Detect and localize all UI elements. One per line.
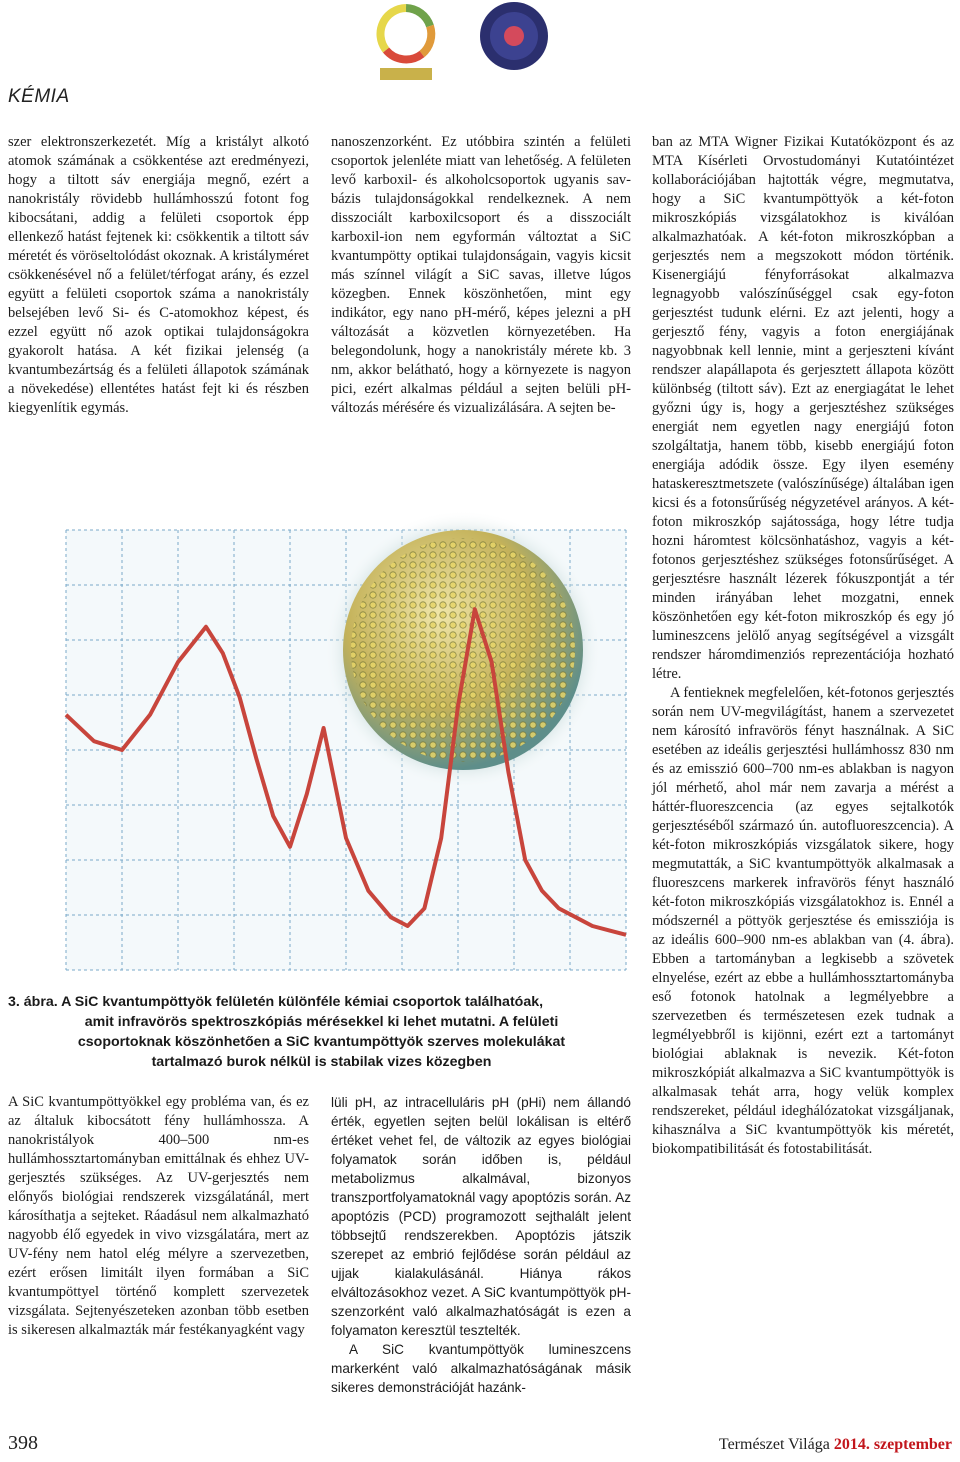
- magazine-name: Természet Világa: [718, 1436, 830, 1453]
- publisher-logos: [372, 0, 564, 98]
- running-head: KÉMIA: [8, 86, 70, 107]
- paragraph: A SiC kvantumpöttyökkel egy probléma van, és ez az általuk kibocsátott fény hullámhossza. A nanokristályok 400–500 nm-es hullámhossztartományban emittálnak és ehhez UV-gerjesztés szükséges. Az UV-gerjesztés nem előnyős biológiai rendszerek vizsgálatánál, mert károsíthatja a sejteket. Ráadásul nem alkalmazható nagyobb élő egyedek in vivo vizsgálatára, mert az UV-fény nem hatol elég mélyre a szervezetben, ezért erősen limitált ilyen formában a SiC kvantumpöttyel történő komplett szervezetek vizsgálata. Sejtenyészeteken azonban több esetben is sikeresen alkalmazták már festékanyagként vagy: [8, 1094, 309, 1338]
- page-number: 398: [8, 1432, 38, 1454]
- ir-spectrum-chart: [8, 500, 635, 982]
- atomic-lattice: [351, 538, 575, 762]
- paragraph: A SiC kvantumpöttyök lumineszcens markerként való alkalmazhatóságának másik sikeres demonstrációját hazánk-: [331, 1342, 631, 1395]
- paragraph: ban az MTA Wigner Fizikai Kutatóközpont és az MTA Kísérleti Orvostudományi Kutatóintézet kollaborációjában hajtották végre, megmutatva, hogy a SiC kvantumpöttyök a két-foton mikroszkópiás vizsgálatokhoz is kiválóan alkalmazhatóak. A két-foton mikroszkópban a gerjesztés nem a megszokott módon történik. Kisenergiájú fényforrásokat alkalmazva legnagyobb valószínűséggel csak egy-foton gerjesztést tudunk elérni. Ez azt jelenti, hogy a gerjesztő fény, vagyis a foton energiájának nagyobbnak kell lennie, mint a gerjeszteni kívánt rendszer alapállapota és gerjesztett állapota között különbség (tiltott sáv). Ezt az energiagátat le lehet győzni úgy is, hogy a gerjesztéshez szükséges energiát nem egyetlen nagy energiájú foton szolgáltatja, hanem több, kisebb energiájú foton energiája adódik össze. Egy ilyen esemény hataskeresztmetszete (valószínűsége) általában igen kicsi és a fotonsűrűség négyzetével arányos. A két-foton mikroszkóp sajátossága, hogy létre tudja hozni háromtest kölcsönhatáshoz, vagyis a két-fotonos gerjesztéshez szükséges fotonsűrűséget. A gerjesztésre használt lézerek fókuszpontját a tér minden irányában lehet mozgatni, ennek köszönhetően egy két-foton mikroszkóp és egy jó lumineszcens jelölő anyag segítségével a vizsgált rendszer háromdimenziós reprezentációja hozható létre.: [652, 134, 954, 682]
- caption-line: tartalmazó burok nélkül is stabilak vizes közegben: [151, 1054, 492, 1070]
- column-right: [652, 133, 954, 1159]
- paragraph: lüli pH, az intracelluláris pH (pHi) nem állandó érték, egyetlen sejten belül lokálisan is eltérő értéket vehet fel, de változik az egyes biológiai folyamatok során időben is, például metabolizmus alkalmával, bizonyos transzportfolyamatoknál vagy apoptózis során. Az apoptózis (PCD) programozott sejthalált jelent többsejtű rendszerekben. Apoptózis játszik szerepet az embrió fejlődése során például az ujjak kialakulásánál. Hiánya rákos elváltozásokhoz vezet. A SiC kvantumpöttyök pH-szenzorként való alkalmazhatóságát is ezen a folyamaton keresztül tesztelték.: [331, 1095, 631, 1338]
- magazine-footer: [719, 1436, 952, 1454]
- figure-3: [8, 500, 635, 982]
- paragraph: nanoszenzorként. Ez utóbbira szintén a felületi csoportok jelenléte miatt van lehetőség. A felületen levő karboxil- és alkoholcsoportok ugyanis sav-bázis tulajdonságokkal rendelkeznek. A nem disszociált karboxilcsoport és a disszociált karboxil-ion nem egyformán változtat a SiC kvantumpötty optikai tulajdonságain, vagyis kicsit más színnel világít a SiC savas, illetve lúgos közegben. Ennek köszönhetően, mint egy indikátor, egy nano pH-mérő, képes jelezni a pH változását a közvetlen környezetében. Ha belegondolunk, hogy a nanokristály mérete kb. 3 nm, akkor belátható, hogy a környezete is nagyon pici, ezért alkalmas például a sejten belüli pH-változás mérésére és vizualizálására. A sejten be-: [331, 134, 631, 416]
- nanocrystal-illustration: [323, 510, 603, 790]
- column-left-top: [8, 133, 309, 418]
- caption-line: csoportoknak köszönhetően a SiC kvantumpöttyök szerves molekulákat: [77, 1034, 566, 1050]
- figure-caption: [8, 992, 635, 1072]
- paragraph: A fentieknek megfelelően, két-fotonos gerjesztés során nem UV-megvilágítást, hanem a szervezetet nem károsító infravörös fényt használnak. A SiC esetében az ideális gerjesztési hullámhossz 830 nm és az emisszió 600–700 nm-es ablakban is nagyon jól mérhető, ahol már nem zavarja a mérést a háttér-fluoreszcencia (az egyes sejtalkotók gerjesztéséből származó ún. autofluoreszcencia). A két-foton mikroszkópiás vizsgálatok sikere, hogy megmutatták, a SiC kvantumpöttyök alkalmasak a fluoreszcens markerek infravörös fényt használó két-foton mikroszkópiás vizsgálatokhoz is. Ennél a módszernél a pöttyök gerjesztése és emissziója is az ideális 600–900 nm-es ablakban van (4. ábra). Ebben a tartományban a legkisebb a szövetek elnyelése, ezért az ebbe a hullámhossztartományba eső fotonok hatolnak a legmélyebbre a szervezetben és természetesen ezek tudnak a legmélyebbről is kijönni, ezért ezt a tartományt biológiai ablaknak is nevezik. Két-foton mikroszkópiát alkalmazva a SiC kvantumpöttyök is alkalmasak tehát arra, hogy velük komplex rendszereket, például ideghálózatokat vizsgáljanak, kihasználva a SiC kvantumpöttyök kis méretét, biokompatibilitását és fotostabilitását.: [652, 685, 954, 1157]
- column-middle-bottom: [331, 1093, 631, 1397]
- logos: [372, 0, 564, 98]
- column-left-bottom: [8, 1093, 309, 1340]
- magazine-month: szeptember: [873, 1436, 952, 1453]
- magazine-year: 2014.: [833, 1436, 870, 1453]
- caption-line: amit infravörös spektroszkópiás mérésekkel ki lehet mutatni. A felületi: [84, 1014, 559, 1030]
- paragraph: szer elektronszerkezetét. Míg a kristályt alkotó atomok számának a csökkentése azt eredményezi, hogy a tiltott sáv energiája megnő, ezért a nanokristály rövidebb hullámhosszú fotont fog kibocsátani, addig a felületi csoportok épp ellenkező hatást fejtenek ki: csökkentik a tiltott sáv méretét és vöröseltolódást okoznak. A kristályméret csökkenésével nő a felület/térfogat arány, és ezzel együtt a felületi csoportok száma a nanokristály belsejében levő Si- és C-atomokhoz képest, és ezzel együtt nő azok optikai tulajdonságokra gyakorolt hatása. A két fizikai jelenség (a kvantumbezártság és a felületi állapotok számának a növekedése) ellentétes hatást fejt ki és részben kiegyenlítik egymás.: [8, 134, 309, 416]
- column-middle-top: [331, 133, 631, 418]
- caption-line: 3. ábra. A SiC kvantumpöttyök felületén különféle kémiai csoportok találhatóak,: [8, 994, 544, 1010]
- color-wheel-logo: [380, 8, 432, 80]
- round-seal-logo: [480, 2, 548, 70]
